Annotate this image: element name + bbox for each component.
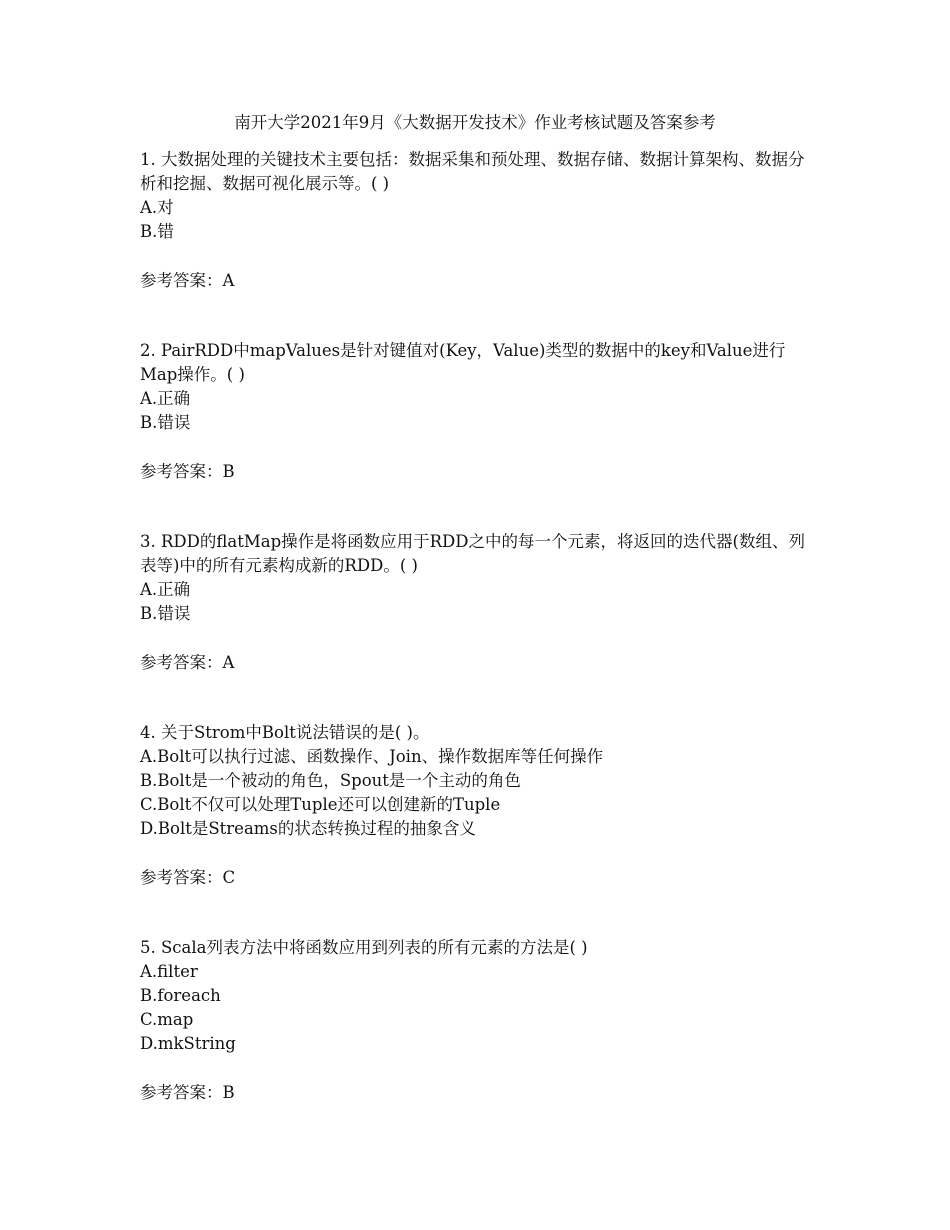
option-b: B.错误 (140, 604, 191, 623)
question-gap (140, 293, 950, 339)
question-5 (140, 936, 815, 1105)
reference-answer: 参考答案：B (140, 1083, 235, 1102)
option-b: B.错 (140, 222, 174, 241)
question-gap (140, 890, 950, 936)
option-d: D.Bolt是Streams的状态转换过程的抽象含义 (140, 819, 476, 838)
reference-answer: 参考答案：A (140, 271, 235, 290)
question-3 (140, 530, 815, 675)
question-4 (140, 721, 815, 890)
option-a: A.正确 (140, 580, 191, 599)
question-text: 1. 大数据处理的关键技术主要包括：数据采集和预处理、数据存储、数据计算架构、数据分析和挖掘、数据可视化展示等。( ) (140, 150, 805, 193)
reference-answer: 参考答案：B (140, 462, 235, 481)
document-title: 南开大学2021年9月《大数据开发技术》作业考核试题及答案参考 (234, 113, 716, 132)
question-text: 3. RDD的flatMap操作是将函数应用于RDD之中的每一个元素，将返回的迭代器(数组、列表等)中的所有元素构成新的RDD。( ) (140, 532, 805, 575)
question-text: 5. Scala列表方法中将函数应用到列表的所有元素的方法是( ) (140, 938, 588, 957)
question-1 (140, 148, 815, 293)
question-text: 2. PairRDD中mapValues是针对键值对(Key，Value)类型的数据中的key和Value进行Map操作。( ) (140, 341, 786, 384)
reference-answer: 参考答案：A (140, 653, 235, 672)
question-gap (140, 484, 950, 530)
question-text: 4. 关于Strom中Bolt说法错误的是( )。 (140, 723, 430, 742)
option-b: B.错误 (140, 413, 191, 432)
question-2 (140, 339, 815, 484)
option-c: C.map (140, 1010, 194, 1029)
option-d: D.mkString (140, 1034, 236, 1053)
option-a: A.正确 (140, 389, 191, 408)
option-c: C.Bolt不仅可以处理Tuple还可以创建新的Tuple (140, 795, 501, 814)
option-a: A.对 (140, 198, 174, 217)
option-a: A.filter (140, 962, 198, 981)
option-a: A.Bolt可以执行过滤、函数操作、Join、操作数据库等任何操作 (140, 747, 604, 766)
question-gap (140, 675, 950, 721)
reference-answer: 参考答案：C (140, 868, 236, 887)
option-b: B.foreach (140, 986, 221, 1005)
option-b: B.Bolt是一个被动的角色，Spout是一个主动的角色 (140, 771, 521, 790)
